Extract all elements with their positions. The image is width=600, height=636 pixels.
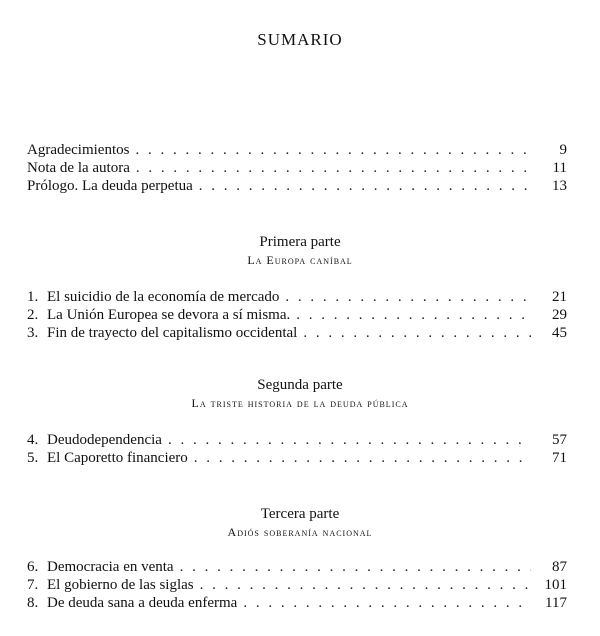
entry-label: El gobierno de las siglas [47, 577, 194, 593]
dot-leader [180, 559, 531, 576]
entry-label: El suicidio de la economía de mercado [47, 289, 280, 305]
entry-label: El Caporetto financiero [47, 450, 188, 466]
toc-entry[interactable] [27, 160, 567, 178]
part-name: Segunda parte [257, 377, 343, 393]
toc-entry[interactable] [27, 289, 567, 307]
part-name: Primera parte [259, 234, 341, 250]
dot-leader [285, 289, 531, 306]
front-matter-list [27, 142, 567, 196]
entry-label: La Unión Europea se devora a sí misma. [47, 307, 291, 323]
chapter-number: 5. [27, 450, 39, 466]
dot-leader [243, 595, 531, 612]
dot-leader [194, 450, 531, 467]
toc-entry[interactable] [27, 559, 567, 577]
dot-leader [200, 577, 531, 594]
part-subtitle: La triste historia de la deuda pública [191, 396, 409, 410]
page-number: 13 [552, 178, 567, 194]
toc-entry[interactable] [27, 595, 567, 613]
page-number: 21 [552, 289, 567, 305]
chapter-number: 8. [27, 595, 39, 611]
entry-label: Agradecimientos [27, 142, 130, 158]
chapter-number: 4. [27, 432, 39, 448]
part-subtitle: Adiós soberanía nacional [227, 525, 373, 539]
dot-leader [168, 432, 531, 449]
part-heading [0, 234, 600, 268]
page-number: 87 [552, 559, 567, 575]
part-name: Tercera parte [260, 506, 340, 522]
page-number: 11 [552, 160, 567, 176]
part-heading [0, 377, 600, 411]
toc-entry[interactable] [27, 178, 567, 196]
toc-entry[interactable] [27, 142, 567, 160]
page-number: 45 [552, 325, 567, 341]
chapter-list [27, 289, 567, 343]
page-number: 57 [552, 432, 567, 448]
part-subtitle: La Europa caníbal [247, 253, 353, 267]
toc-entry[interactable] [27, 450, 567, 468]
chapter-number: 3. [27, 325, 39, 341]
page-title: SUMARIO [257, 30, 343, 49]
dot-leader [136, 160, 531, 177]
toc-entry[interactable] [27, 432, 567, 450]
entry-label: Prólogo. La deuda perpetua [27, 178, 193, 194]
chapter-list [27, 432, 567, 468]
page-number: 29 [552, 307, 567, 323]
entry-label: Nota de la autora [27, 160, 130, 176]
part-heading [0, 506, 600, 540]
dot-leader [199, 178, 531, 195]
chapter-number: 6. [27, 559, 39, 575]
dot-leader [296, 307, 531, 324]
page-number: 9 [559, 142, 567, 158]
chapter-number: 1. [27, 289, 39, 305]
chapter-number: 7. [27, 577, 39, 593]
chapter-number: 2. [27, 307, 39, 323]
dot-leader [135, 142, 531, 159]
entry-label: Deudodependencia [47, 432, 162, 448]
dot-leader [303, 325, 531, 342]
page-number: 71 [552, 450, 567, 466]
page-number: 117 [545, 595, 567, 611]
chapter-list [27, 559, 567, 613]
entry-label: Democracia en venta [47, 559, 174, 575]
page-number: 101 [544, 577, 567, 593]
toc-entry[interactable] [27, 577, 567, 595]
toc-entry[interactable] [27, 325, 567, 343]
entry-label: De deuda sana a deuda enferma [47, 595, 238, 611]
entry-label: Fin de trayecto del capitalismo occidental [47, 325, 298, 341]
toc-entry[interactable] [27, 307, 567, 325]
